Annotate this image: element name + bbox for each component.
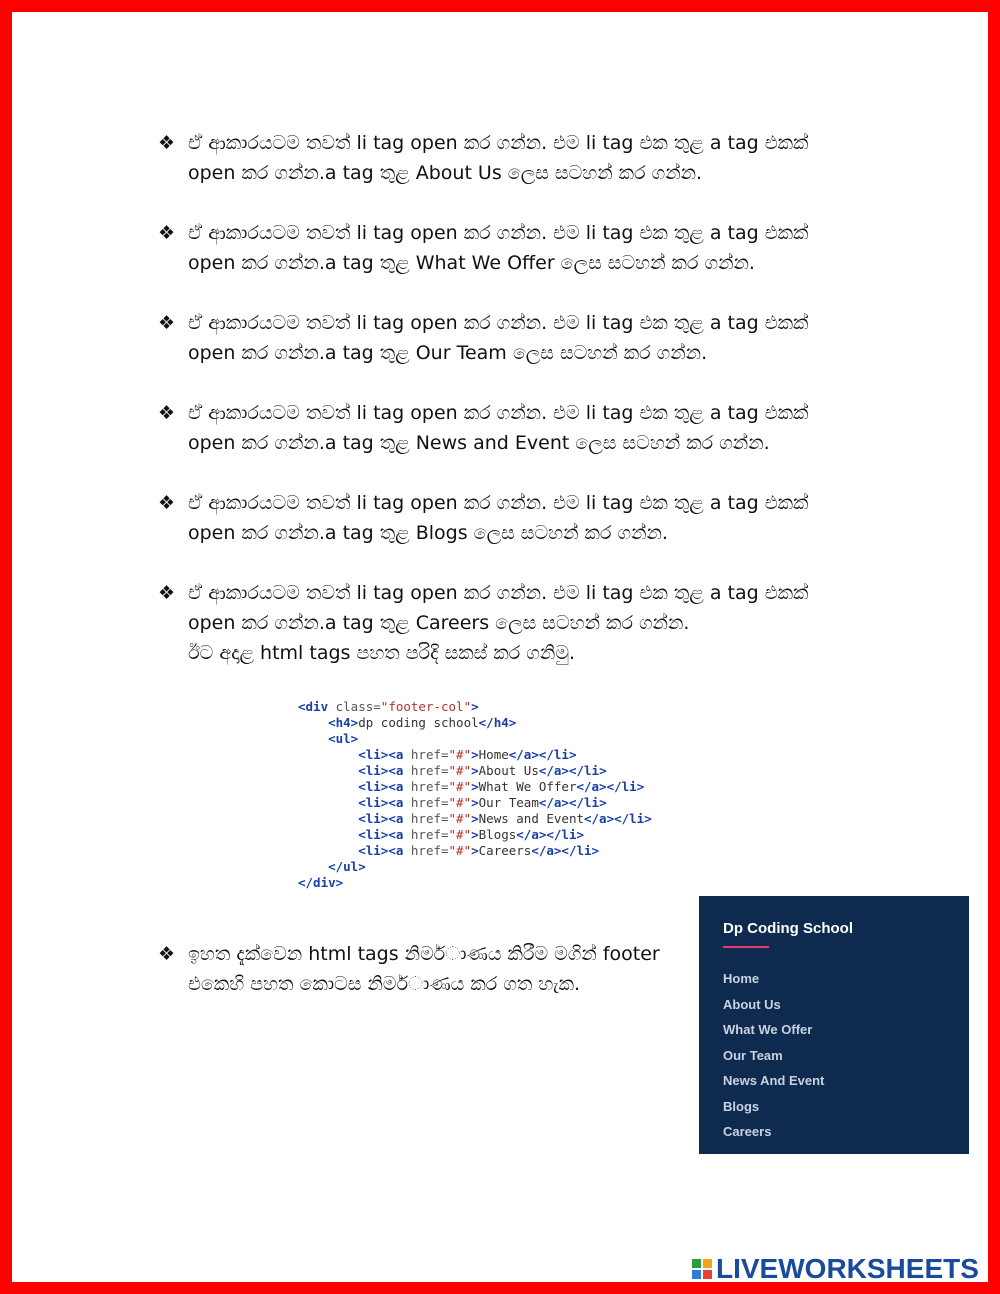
code-token: "#"	[448, 811, 472, 826]
footer-preview	[699, 896, 969, 1154]
code-token: <li><a	[358, 827, 404, 842]
logo-square	[692, 1270, 701, 1279]
code-token: href=	[403, 763, 449, 778]
summary-line-1: ඉහත දැක්වෙන html tags නිමර්ාණය කිරීම මගින් footer	[188, 943, 660, 965]
logo-square	[692, 1259, 701, 1268]
code-token: href=	[403, 779, 449, 794]
instruction-text: ඊට අදාළ html tags පහත පරිදි සකස් කර ගනිමු.	[188, 642, 576, 664]
code-token: dp coding school	[358, 715, 479, 730]
code-token: </a></li>	[584, 811, 652, 826]
instruction-list	[148, 128, 868, 698]
code-token: </a></li>	[531, 843, 600, 858]
liveworksheets-logo-icon	[692, 1259, 712, 1279]
instruction-text: ඒ ආකාරයටම තවත් li tag open කර ගන්න. එම li tag එක තුළ a tag එකක්	[188, 222, 809, 244]
code-token: <li><a	[358, 843, 404, 858]
code-token: href=	[403, 811, 449, 826]
code-token: <li><a	[358, 779, 404, 794]
instruction-item	[148, 128, 868, 188]
instruction-text: ඒ ආකාරයටම තවත් li tag open කර ගන්න. එම li tag එක තුළ a tag එකක්	[188, 582, 809, 604]
code-token: >	[471, 747, 479, 762]
code-token: >	[471, 795, 479, 810]
instruction-item	[148, 488, 868, 548]
code-line	[298, 779, 652, 795]
code-token: </ul>	[328, 859, 366, 874]
code-line	[298, 843, 652, 859]
code-token: "#"	[448, 843, 472, 858]
instruction-text: open කර ගන්න.a tag තුළ Careers ලෙස සටහන් කර ගන්න.	[188, 612, 690, 634]
code-token: Home	[478, 747, 509, 762]
instruction-item	[148, 578, 868, 668]
logo-square	[703, 1270, 712, 1279]
code-token: href=	[403, 795, 449, 810]
code-token: </a></li>	[508, 747, 577, 762]
bullet-diamond-icon: ❖	[158, 492, 176, 514]
footer-link: Blogs	[723, 1098, 760, 1114]
code-token: What We Offer	[478, 779, 577, 794]
instruction-text: open කර ගන්න.a tag තුළ What We Offer ලෙස සටහන් කර ගන්න.	[188, 252, 755, 274]
instruction-text: ඒ ආකාරයටම තවත් li tag open කර ගන්න. එම li tag එක තුළ a tag එකක්	[188, 402, 809, 424]
liveworksheets-brand	[692, 1254, 979, 1284]
instruction-text: ඒ ආකාරයටම තවත් li tag open කර ගන්න. එම li tag එක තුළ a tag එකක්	[188, 312, 809, 334]
instruction-item	[148, 308, 868, 368]
instruction-item	[148, 218, 868, 278]
footer-link: About Us	[723, 996, 781, 1012]
code-token: >	[471, 843, 479, 858]
code-token: href=	[403, 843, 449, 858]
code-line	[298, 827, 652, 843]
code-token: "#"	[448, 763, 472, 778]
code-token: "#"	[448, 795, 472, 810]
instruction-text: open කර ගන්න.a tag තුළ Blogs ලෙස සටහන් කර ගන්න.	[188, 522, 668, 544]
code-line	[298, 875, 652, 891]
code-token: <li><a	[358, 747, 404, 762]
code-line	[298, 731, 652, 747]
code-token: </div>	[298, 875, 344, 890]
code-token: "footer-col"	[380, 699, 472, 714]
code-line	[298, 859, 652, 875]
instruction-text: ඒ ආකාරයටම තවත් li tag open කර ගන්න. එම li tag එක තුළ a tag එකක්	[188, 492, 809, 514]
code-token: >	[471, 811, 479, 826]
footer-link: Home	[723, 971, 760, 986]
code-token: <li><a	[358, 795, 404, 810]
code-token: >	[471, 827, 479, 842]
footer-link-list	[723, 966, 824, 1145]
code-token: >	[471, 763, 479, 778]
code-token: Our Team	[478, 795, 539, 810]
footer-link: What We Offer	[723, 1022, 813, 1037]
code-token: News and Event	[478, 811, 584, 826]
code-snippet	[298, 699, 652, 891]
code-token: >	[471, 779, 479, 794]
code-line	[298, 795, 652, 811]
code-token: <li><a	[358, 763, 404, 778]
code-token: <h4>	[328, 715, 359, 730]
bullet-diamond-icon: ❖	[158, 402, 176, 424]
summary-line-2: එකෙහි පහත කොටස නිමර්ාණය කර ගත හැක.	[188, 973, 581, 995]
instruction-text: open කර ගන්න.a tag තුළ About Us ලෙස සටහන් කර ගන්න.	[188, 162, 703, 184]
footer-link: Our Team	[723, 1047, 783, 1063]
summary-bullet	[148, 939, 748, 999]
code-line	[298, 715, 652, 731]
brand-text: LIVEWORKSHEETS	[716, 1253, 979, 1284]
code-token: Blogs	[478, 827, 517, 842]
instruction-text: ඒ ආකාරයටම තවත් li tag open කර ගන්න. එම li tag එක තුළ a tag එකක්	[188, 132, 809, 154]
instruction-text: open කර ගන්න.a tag තුළ News and Event ලෙස සටහන් කර ගන්න.	[188, 432, 770, 454]
code-token: class=	[328, 699, 381, 714]
code-token: </a></li>	[516, 827, 585, 842]
code-token: <ul>	[328, 731, 359, 746]
code-token: <li><a	[358, 811, 404, 826]
code-token: </a></li>	[576, 779, 645, 794]
code-token: <div	[298, 699, 329, 714]
instruction-item	[148, 398, 868, 458]
bullet-diamond-icon: ❖	[158, 312, 176, 334]
code-token: </h4>	[478, 715, 517, 730]
bullet-diamond-icon: ❖	[158, 222, 176, 244]
code-token: "#"	[448, 747, 472, 762]
bullet-diamond-icon: ❖	[158, 132, 176, 154]
footer-link: Careers	[723, 1124, 772, 1139]
code-token: About Us	[478, 763, 539, 778]
code-token: Careers	[478, 843, 532, 858]
footer-link: News And Event	[723, 1073, 825, 1088]
code-line	[298, 763, 652, 779]
footer-preview-title: Dp Coding School	[723, 920, 853, 937]
code-token: href=	[403, 827, 449, 842]
code-token: href=	[403, 747, 449, 762]
footer-title-underline	[723, 946, 769, 948]
code-token: "#"	[448, 779, 472, 794]
bullet-diamond-icon: ❖	[158, 943, 176, 965]
code-token: </a></li>	[538, 795, 607, 810]
code-token: "#"	[448, 827, 472, 842]
logo-square	[703, 1259, 712, 1268]
code-line	[298, 747, 652, 763]
bullet-diamond-icon: ❖	[158, 582, 176, 604]
code-line	[298, 699, 652, 715]
instruction-text: open කර ගන්න.a tag තුළ Our Team ලෙස සටහන් කර ගන්න.	[188, 342, 708, 364]
code-token: >	[471, 699, 479, 714]
code-line	[298, 811, 652, 827]
code-token: </a></li>	[538, 763, 607, 778]
